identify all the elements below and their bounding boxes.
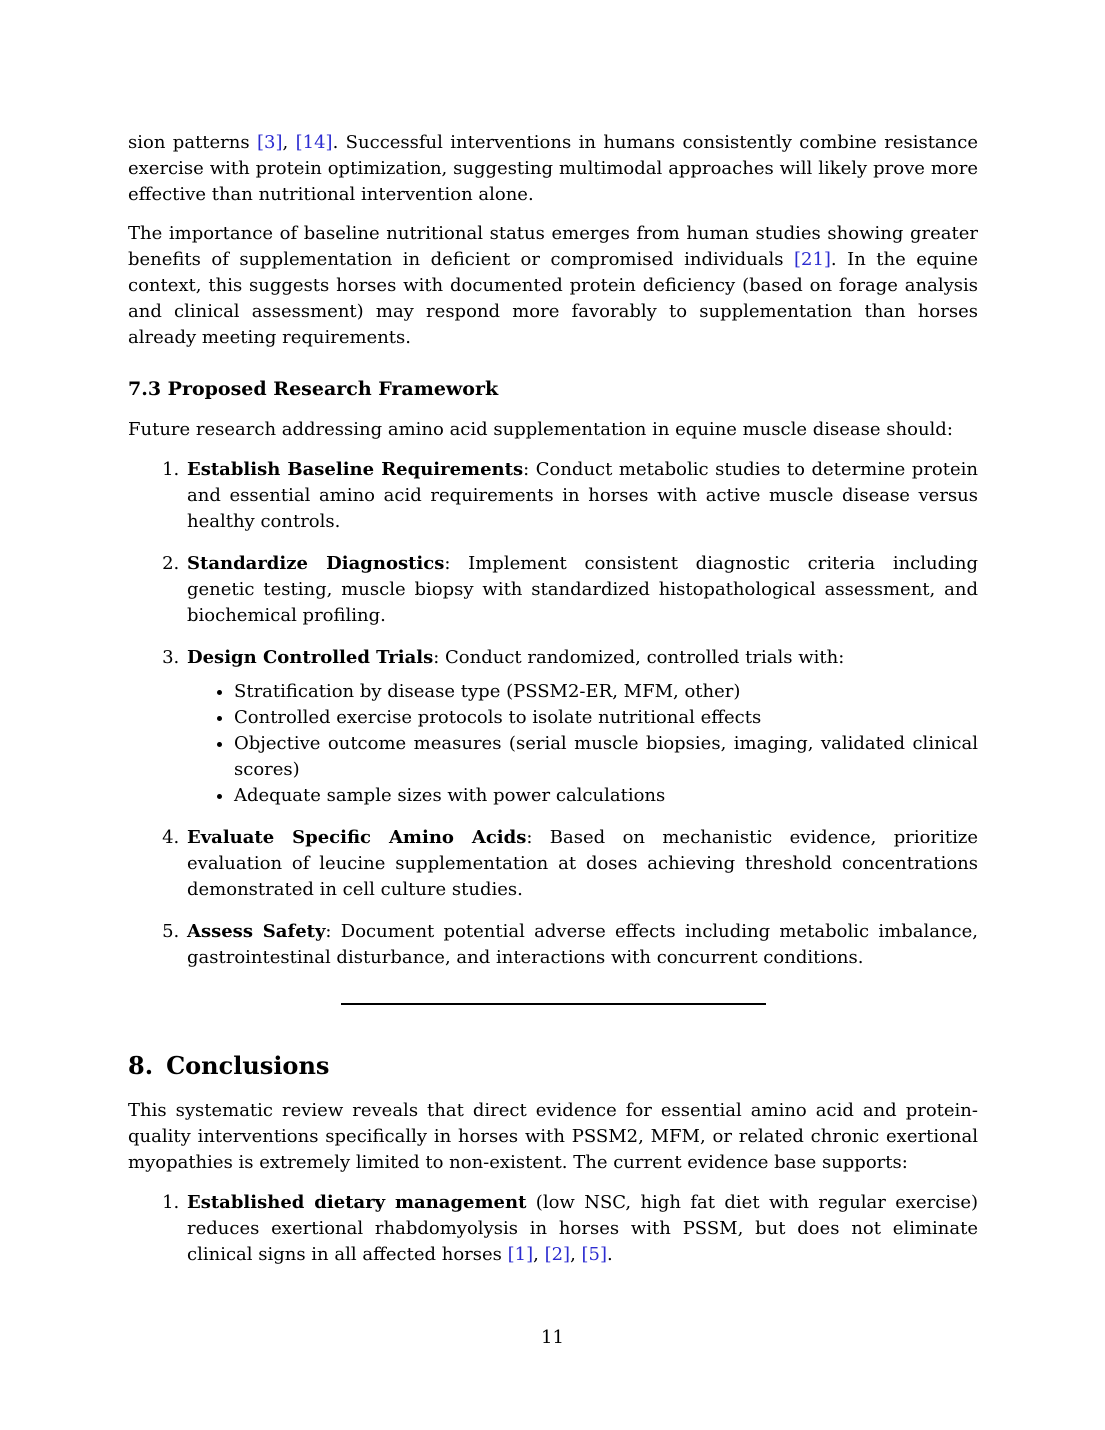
list-item-evaluate-amino-acids	[185, 825, 978, 903]
text-run: Standardize Diagnostics	[187, 553, 445, 574]
text-run: The importance of baseline nutritional status emerges from human studies showing greater benefits of supplementation in deficient or compromised individuals	[128, 223, 978, 270]
bullet-exercise-protocols: • Controlled exercise protocols to isolate nutritional effects	[234, 705, 978, 731]
text-run: : Conduct metabolic studies to determine protein and essential amino acid requirements in horses with active muscle disease versus healthy controls.	[187, 459, 979, 532]
page-content	[128, 130, 978, 1268]
page-number: 11	[541, 1327, 564, 1348]
text-run: .	[607, 1244, 613, 1265]
list-item-establish-baseline	[185, 457, 978, 535]
trial-criteria-list	[187, 679, 978, 809]
citation-link[interactable]: [14]	[295, 132, 333, 153]
text-run: Established dietary management	[187, 1192, 527, 1213]
paragraph-interventions	[128, 130, 978, 208]
text-run: : Implement consistent diagnostic criteria including genetic testing, muscle biopsy with standardized histopathological assessment, and biochemical profiling.	[187, 553, 978, 626]
list-item-standardize-diagnostics	[185, 551, 978, 629]
list-item-assess-safety	[185, 919, 978, 971]
text-run: . In the equine context, this suggests horses with documented protein deficiency (based on forage analysis and clinical assessment) may respond more favorably to supplementation than horses already meeting requirements.	[128, 249, 978, 348]
bullet-sample-sizes: • Adequate sample sizes with power calculations	[234, 783, 978, 809]
citation-link[interactable]: [1]	[507, 1244, 534, 1265]
section-heading-conclusions	[128, 1051, 978, 1081]
text-run: ,	[533, 1244, 545, 1265]
research-framework-list	[128, 457, 978, 971]
conclusions-list	[128, 1190, 978, 1268]
text-run: Establish Baseline Requirements	[187, 459, 524, 480]
text-run: : Based on mechanistic evidence, prioritize evaluation of leucine supplementation at doses achieving threshold concentrations demonstrated in cell culture studies.	[187, 827, 978, 900]
citation-link[interactable]: [5]	[581, 1244, 608, 1265]
text-run: . Successful interventions in humans consistently combine resistance exercise with protein optimization, suggesting multimodal approaches will likely prove more effective than nutritional intervention alone.	[128, 132, 978, 205]
bullet-stratification: • Stratification by disease type (PSSM2-ER, MFM, other)	[234, 679, 978, 705]
text-run: (low NSC, high fat diet with regular exercise) reduces exertional rhabdomyolysis in horses with PSSM, but does not eliminate clinical signs in all affected horses	[187, 1192, 978, 1265]
section-title: Conclusions	[166, 1051, 330, 1080]
bullet-outcome-measures: • Objective outcome measures (serial muscle biopsies, imaging, validated clinical scores)	[234, 731, 978, 783]
paragraph-baseline-status	[128, 221, 978, 351]
text-run: ,	[570, 1244, 582, 1265]
citation-link[interactable]: [3]	[257, 132, 283, 153]
subsection-heading-7-3: 7.3 Proposed Research Framework	[128, 378, 499, 400]
text-run: : Conduct randomized, controlled trials with:	[433, 647, 845, 668]
text-run: ,	[282, 132, 296, 153]
conclusions-paragraph	[128, 1098, 978, 1176]
text-run: : Document potential adverse effects including metabolic imbalance, gastrointestinal disturbance, and interactions with concurrent conditions.	[187, 921, 978, 968]
citation-link[interactable]: [21]	[793, 249, 831, 270]
list-item-text	[187, 647, 844, 668]
section-number: 8.	[128, 1051, 154, 1080]
text-run: Evaluate Specific Amino Acids	[187, 827, 527, 848]
list-item-design-trials	[185, 645, 978, 809]
text-run: This systematic review reveals that direct evidence for essential amino acid and protein-quality interventions specifically in horses with PSSM2, MFM, or related chronic exertional myopathies is extremely limited to non-existent. The current evidence base supports:	[128, 1100, 978, 1173]
citation-link[interactable]: [2]	[544, 1244, 571, 1265]
text-run: Assess Safety	[187, 921, 326, 942]
text-run: sion patterns	[128, 132, 258, 153]
text-run: Design Controlled Trials	[187, 647, 434, 668]
list-item-dietary-management	[185, 1190, 978, 1268]
section-divider-rule	[341, 1003, 766, 1005]
framework-intro: Future research addressing amino acid supplementation in equine muscle disease should:	[128, 419, 953, 440]
